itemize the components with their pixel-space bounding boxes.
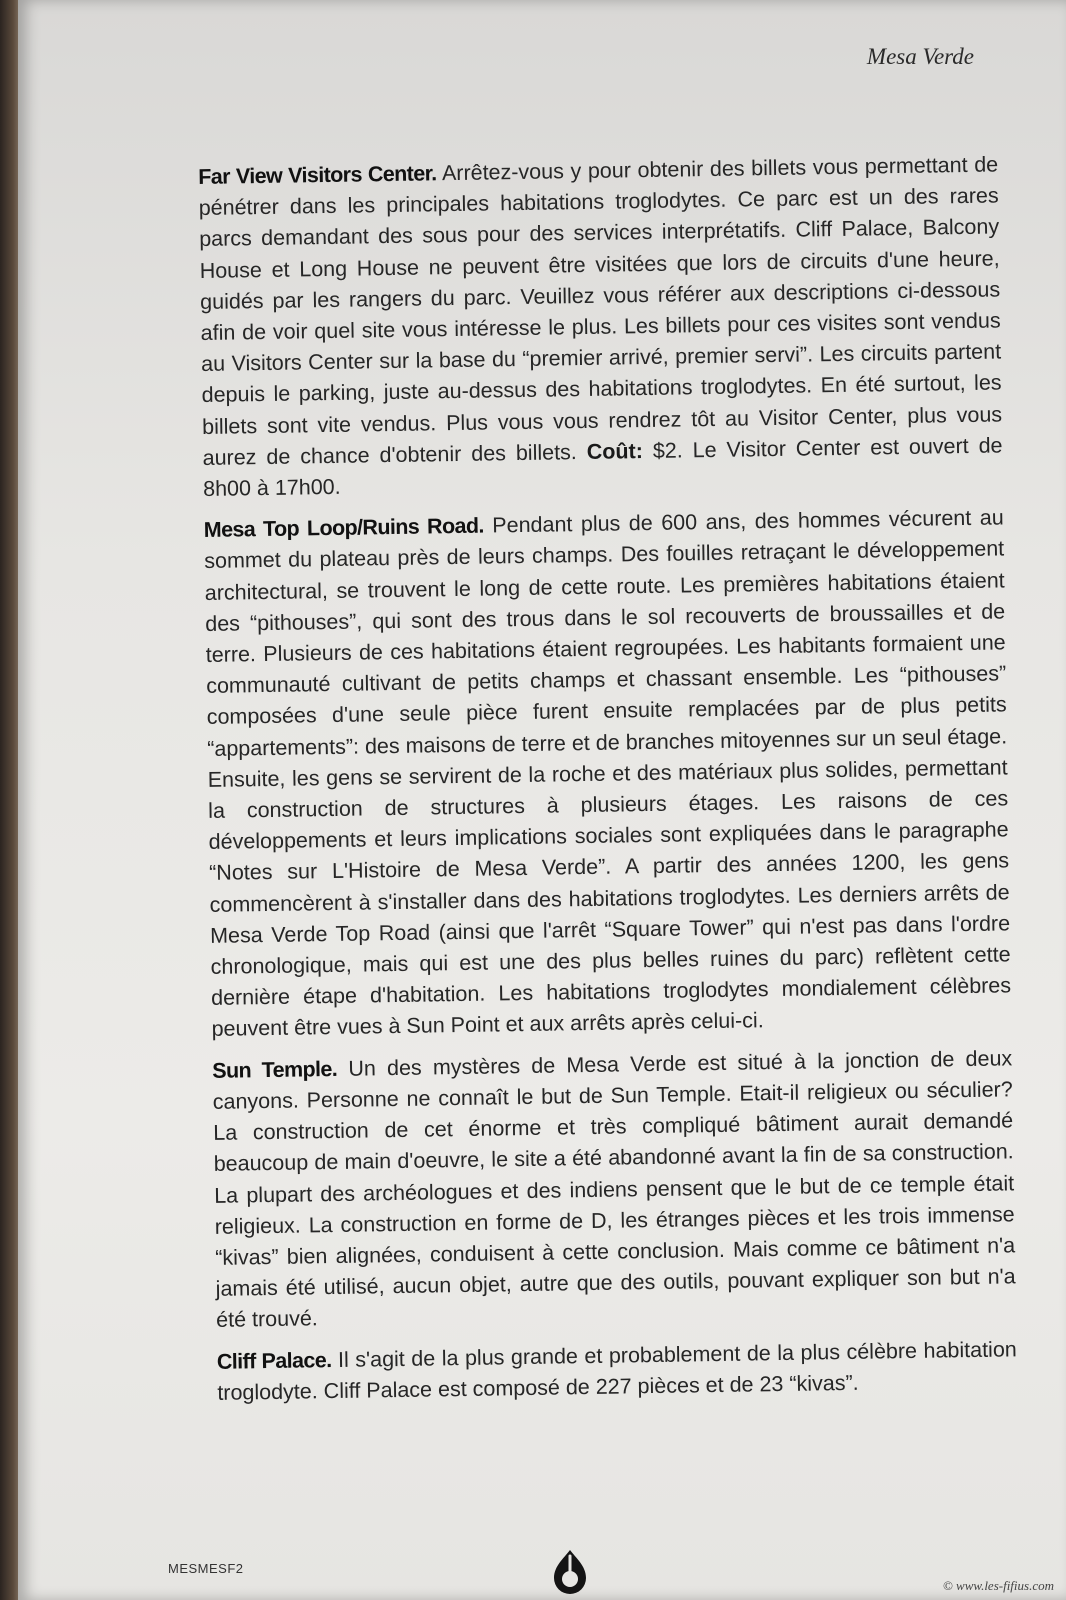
book-page [18,0,1066,1600]
section-title: Sun Temple. [212,1056,338,1083]
section-sun-temple [212,1043,1016,1336]
section-title: Mesa Top Loop/Ruins Road. [203,513,484,543]
section-mesa-top-loop [204,503,1012,1046]
section-far-view [198,149,1003,505]
section-title: Far View Visitors Center. [198,161,437,189]
cost-label: Coût: [586,438,644,464]
watermark: © www.les-fifius.com [942,1578,1054,1593]
section-text: Arrêtez-vous y pour obtenir des billets vous permettant de pénétrer dans les principales habitations troglodytes. Ce parc est un des rares parcs demandant des sous pour des services interprétatifs. Cliff Palace, Balcony House et Long House ne peuvent être visitées que lors de circuits d'une heure, guidés par les rangers du parc. Veuillez vous référer aux descriptions ci-dessous afin de voir quel site vous intéresse le plus. Les billets pour ces visites sont vendus au Visitors Center sur la base du “premier arrivé, premier servi”. Les circuits partent depuis le parking, juste au-dessus des habitations troglodytes. En été surtout, les billets sont vite vendus. Plus vous vous rendrez tôt au Visitor Center, plus vous aurez de chance d'obtenir des billets. [198,152,1003,470]
body-text [198,149,1018,1418]
section-text: Pendant plus de 600 ans, des hommes vécurent au sommet du plateau près de leurs champs. Des fouilles retraçant le développement architectural, se trouvent le long de cette route. Les premières habitations étaient des “pithouses”, qui sont des trous dans le sol recouverts de broussailles et de terre. Plusieurs de ces habitations étaient regroupées. Les habitants formaient une communauté cultivant de petits champs et chassant ensemble. Les “pithouses” composées d'une seule pièce furent ensuite remplacées par de plus petits “appartements”: des maisons de terre et de branches mitoyennes sur un seul étage. Ensuite, les gens se servirent de la roche et des matériaux plus solides, permettant la construction de structures à plusieurs étages. Les raisons de ces développements et leurs implications sociales sont expliquées dans le paragraphe “Notes sur L'Histoire de Mesa Verde”. A partir des années 1200, les gens commencèrent à s'installer dans des habitations troglodytes. Les derniers arrêts de Mesa Verde Top Road (ainsi que l'arrêt “Square Tower” qui n'est pas dans l'ordre chronologique, mais qui est une des plus belles ruines du parc) reflètent cette dernière étape d'habitation. Les habitations troglodytes mondialement célèbres peuvent être vues à Sun Point et aux arrêts après celui-ci. [204,505,1012,1042]
section-text: Un des mystères de Mesa Verde est situé à la jonction de deux canyons. Personne ne connaît le but de Sun Temple. Etait-il religieux ou séculier? La construction de cet énorme et très compliqué bâtiment aurait demandé beaucoup de main d'oeuvre, le site a été abandonné avant la fin de sa construction. La plupart des archéologues et des indiens pensent que le but de ce temple était religieux. La construction en forme de D, les étranges pièces et les trois immense “kivas” bien alignées, conduisent à cette conclusion. Mais comme ce bâtiment n'a jamais été utilisé, aucun objet, autre que des outils, pouvant expliquer son but n'a été trouvé. [212,1046,1016,1333]
section-cliff-palace [217,1334,1018,1409]
section-text: Il s'agit de la plus grande et probablement de la plus célèbre habitation troglodyte. Cliff Palace est composé de 227 pièces et de 23 “kivas”. [217,1336,1017,1405]
running-title: Mesa Verde [866,44,974,69]
section-text-after: $2. Le Visitor Center est ouvert de 8h00 à 17h00. [202,433,1003,501]
footer-code: MESMESF2 [168,1561,244,1576]
publisher-logo-icon [548,1548,592,1596]
section-title: Cliff Palace. [216,1347,332,1374]
